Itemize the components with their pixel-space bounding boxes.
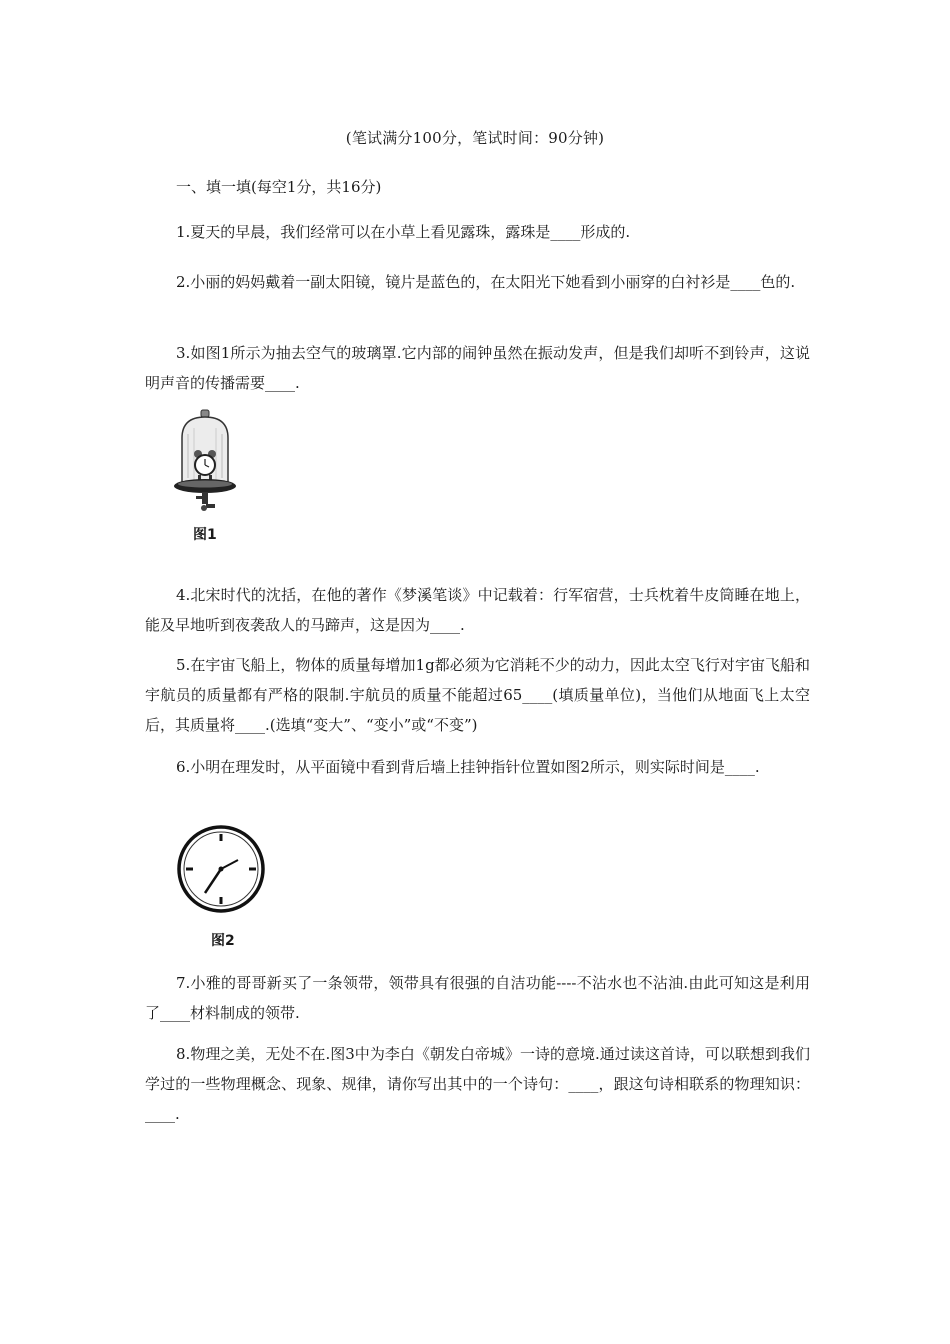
question-1: 1.夏天的早晨，我们经常可以在小草上看见露珠，露珠是____形成的. — [176, 223, 631, 241]
question-5: 5.在宇宙飞船上，物体的质量每增加1g都必须为它消耗不少的动力，因此太空飞行对宇宙飞船和宇航员的质量都有严格的限制.宇航员的质量不能超过65____(填质量单位)，当他们从地面飞上太空后，其质量将____.(选填“变大”、“变小”或“不变”) — [145, 656, 810, 734]
question-2: 2.小丽的妈妈戴着一副太阳镜，镜片是蓝色的，在太阳光下她看到小丽穿的白衬衫是____色的. — [176, 273, 796, 291]
question-8: 8.物理之美，无处不在.图3中为李白《朝发白帝城》一诗的意境.通过读这首诗，可以联想到我们学过的一些物理概念、现象、规律，请你写出其中的一个诗句：____，跟这句诗相联系的物理知识：____. — [145, 1045, 810, 1123]
bell-jar-icon — [170, 408, 240, 518]
question-4: 4.北宋时代的沈括，在他的著作《梦溪笔谈》中记载着：行军宿营，士兵枕着牛皮筒睡在地上，能及早地听到夜袭敌人的马蹄声，这是因为____. — [145, 586, 810, 634]
exam-subtitle: (笔试满分100分，笔试时间：90分钟) — [345, 129, 605, 147]
figure-2-clock — [176, 824, 266, 914]
figure-2-caption: 图2 — [211, 933, 235, 949]
question-7: 7.小雅的哥哥新买了一条领带，领带具有很强的自洁功能----不沾水也不沾油.由此可知这是利用了____材料制成的领带. — [145, 974, 810, 1022]
figure-1-caption: 图1 — [193, 527, 217, 543]
question-6: 6.小明在理发时，从平面镜中看到背后墙上挂钟指针位置如图2所示，则实际时间是____. — [176, 758, 760, 776]
wall-clock-icon — [176, 824, 266, 914]
question-3: 3.如图1所示为抽去空气的玻璃罩.它内部的闹钟虽然在振动发声，但是我们却听不到铃声，这说明声音的传播需要____. — [145, 344, 810, 392]
figure-1-bell-jar — [170, 408, 240, 518]
section-title: 一、填一填(每空1分，共16分) — [176, 178, 382, 196]
